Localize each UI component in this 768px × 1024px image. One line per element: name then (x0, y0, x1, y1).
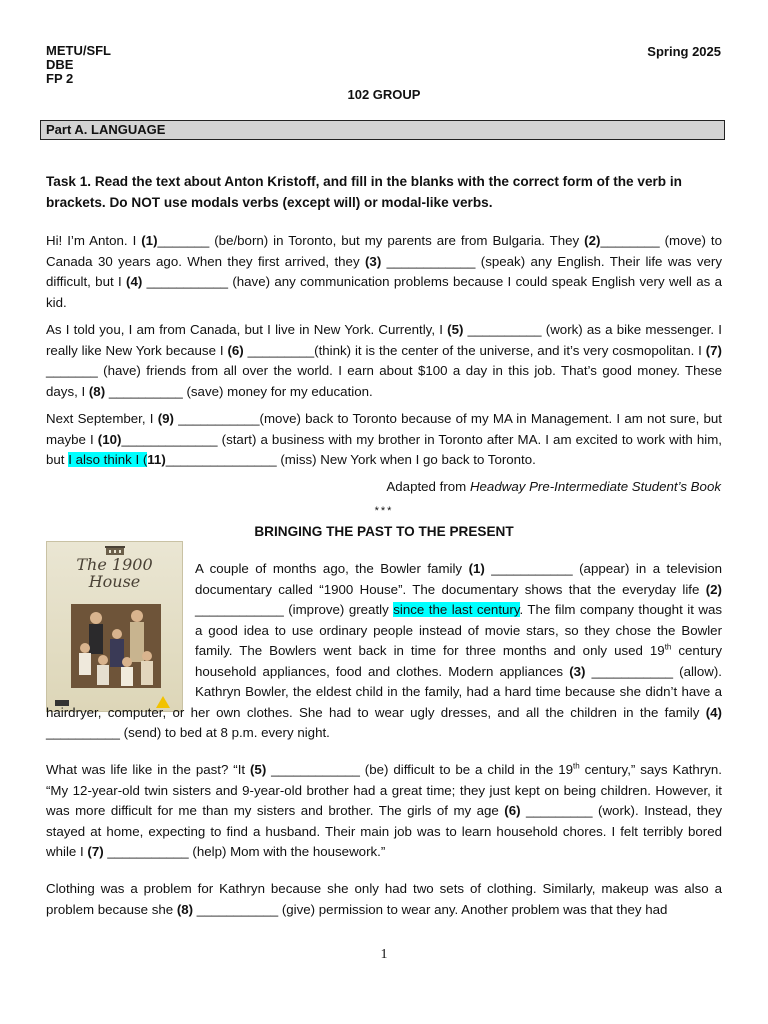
part-heading: Part A. LANGUAGE (40, 120, 725, 140)
poster-title-line2: House (88, 572, 141, 591)
header-line1: METU/SFL (46, 43, 111, 58)
task-instructions: Task 1. Read the text about Anton Kristoff, and fill in the blanks with the correct form of the verb in brackets. Do NOT use modals verbs (except will) or modal-like verbs. (46, 174, 682, 210)
separator-stars: *** (374, 505, 394, 517)
page-number: 1 (380, 947, 388, 962)
anton-paragraph-1: Hi! I’m Anton. I (1)_______ (be/born) in Toronto, but my parents are from Bulgaria. They (2)________ (move) to Canada 30 years ago. When they first arrived, they (3) ____________ (speak) any English. Their life was very difficult, but I (4) ___________ (have) any communication problems because I could speak English very well as a kid. (46, 233, 722, 310)
highlighted-text: I also think I ( (68, 452, 148, 467)
group-title: 102 GROUP (347, 87, 421, 102)
house-icon (104, 545, 126, 555)
article-paragraph-2 (46, 760, 722, 863)
anton-p3-start: Next September, I (9) ___________(move) back to Toronto because of my MA in Management. I am not sure, but maybe I (10)_____________ (start) a business with my brother in Toronto after MA. I am excited to work with him, but (46, 411, 723, 467)
header-term: Spring 2025 (647, 44, 721, 59)
anton-p3-end: 11)_______________ (miss) New York when I go back to Toronto. (147, 452, 536, 467)
article-paragraph-3: Clothing was a problem for Kathryn because she only had two sets of clothing. Similarly, makeup was also a problem because she (8) ___________ (give) permission to wear any. Another problem was that they had (46, 881, 722, 917)
anton-paragraph-2: As I told you, I am from Canada, but I live in New York. Currently, I (5) __________ (work) as a bike messenger. I really like New York because I (6) _________(think) it is the center of the universe, and it’s very cosmopolitan. I (7) _______ (have) friends from all over the world. I earn about $100 a day in this job. That’s good money. These days, I (8) __________ (save) money for my education. (46, 322, 723, 399)
poster-title-line1: The 1900 (76, 555, 153, 574)
ordinal-suffix: th (664, 642, 672, 652)
article-p1-body (46, 559, 722, 744)
article-p2-start: What was life like in the past? “It (5) ____________ (be) difficult to be a child in the 19 (46, 762, 574, 777)
poster-spacer (46, 559, 195, 702)
article-p1-start: A couple of months ago, the Bowler family (1) ___________ (appear) in a television documentary called “1900 House”. The documentary shows that the everyday life (2) ____________ (improve) greatly (195, 561, 722, 617)
source-prefix: Adapted from (386, 479, 470, 494)
header-line3: FP 2 (46, 71, 74, 86)
article-paragraph-1 (46, 559, 722, 744)
article-p1-end: century household appliances, food and clothes. Modern appliances (3) ___________ (allow). Kathryn Bowler, the eldest child in the family, had a hard time because she didn’t have a hairdryer, computer, or her own clothes. She had to wear ugly dresses, and all the children in the family (4) __________ (send) to bed at 8 p.m. every night. (46, 643, 722, 740)
ordinal-suffix: th (573, 761, 580, 771)
highlighted-phrase: since the last century (393, 602, 520, 617)
source-book: Headway Pre-Intermediate Student’s Book (469, 479, 721, 494)
header-line2: DBE (46, 57, 74, 72)
source-citation (386, 479, 721, 494)
article-p1-mid: . The film company thought it was a good idea to use ordinary people instead of movie stars, so they chose the Bowler family. The Bowlers went back in time for three months and only used 19 (195, 602, 723, 658)
article-title: BRINGING THE PAST TO THE PRESENT (254, 524, 514, 539)
anton-paragraph-3 (46, 409, 722, 471)
article-p2-end: century,” says Kathryn. “My 12-year-old twin sisters and 9-year-old brother had a great time; they just kept on being children. However, it was more difficult for me than my sisters and brother. The girls of my age (6) _________ (work). Instead, they stayed at home, expecting to find a husband. Their main job was to learn household chores. I felt terribly bored while I (7) ___________ (help) Mom with the housework.” (46, 762, 722, 859)
